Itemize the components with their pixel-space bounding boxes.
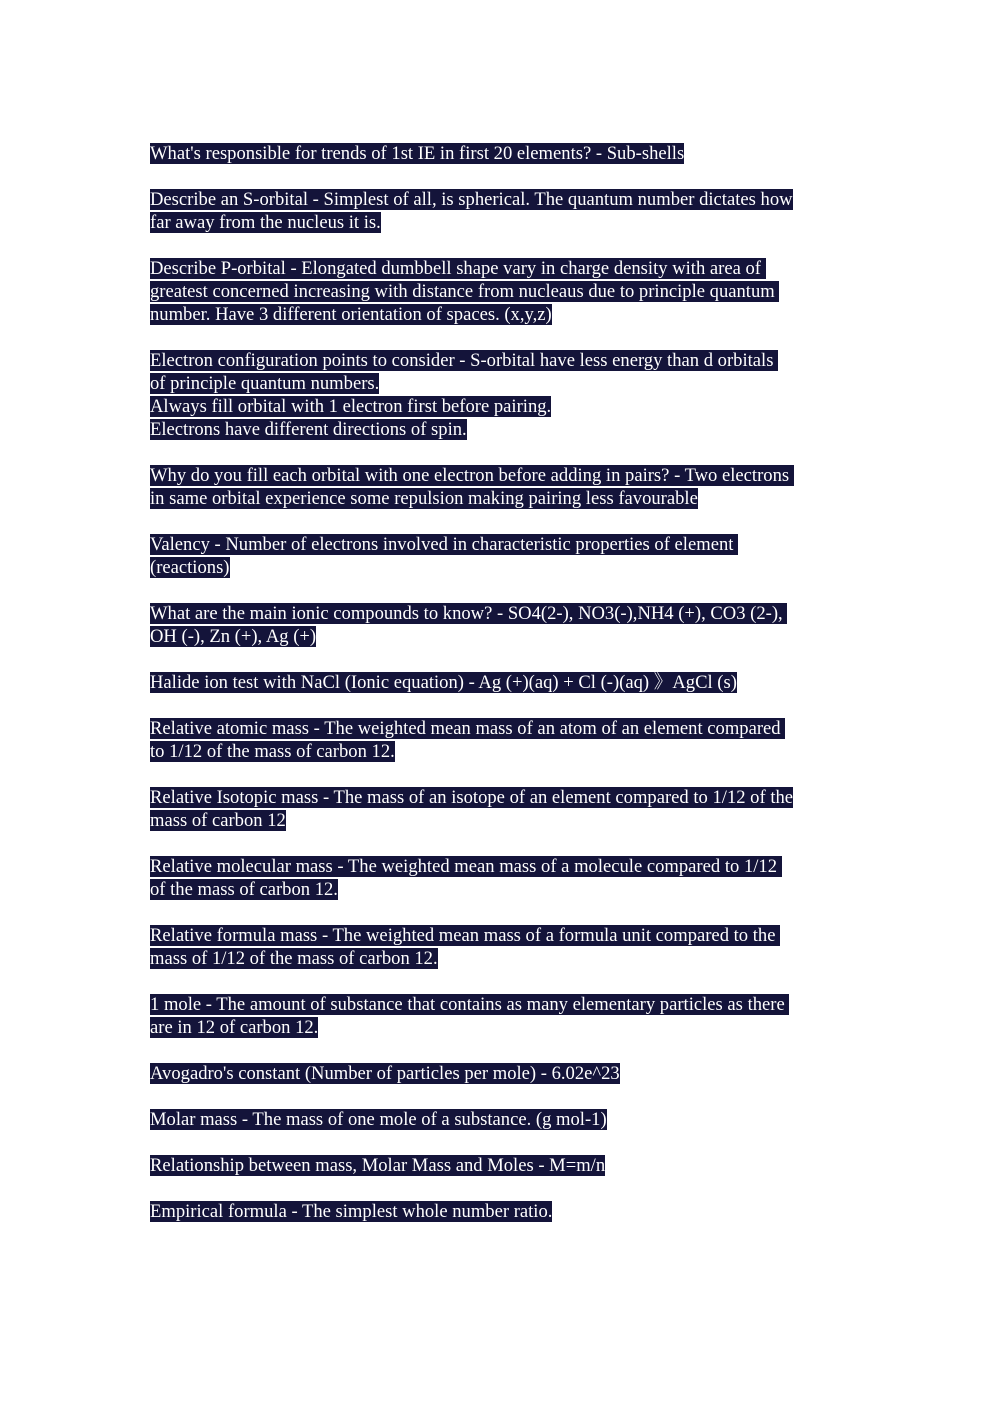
entry-line: (reactions) bbox=[150, 557, 230, 578]
entry-line: Relative formula mass - The weighted mean mass of a formula unit compared to the bbox=[150, 925, 781, 946]
entry-line: far away from the nucleus it is. bbox=[150, 212, 381, 233]
flashcard-entry bbox=[150, 533, 850, 579]
document-page bbox=[150, 142, 850, 1246]
entry-line: Halide ion test with NaCl (Ionic equation) - Ag (+)(aq) + Cl (-)(aq) 》AgCl (s) bbox=[150, 672, 737, 693]
entry-line: Always fill orbital with 1 electron first before pairing. bbox=[150, 396, 552, 417]
entry-line: mass of 1/12 of the mass of carbon 12. bbox=[150, 948, 438, 969]
flashcard-entry bbox=[150, 257, 850, 326]
flashcard-entry bbox=[150, 188, 850, 234]
entry-line: are in 12 of carbon 12. bbox=[150, 1017, 319, 1038]
entry-line: number. Have 3 different orientation of spaces. (x,y,z) bbox=[150, 304, 552, 325]
flashcard-entry bbox=[150, 142, 850, 165]
flashcard-entry bbox=[150, 855, 850, 901]
flashcard-entry bbox=[150, 717, 850, 763]
entry-line: What's responsible for trends of 1st IE in first 20 elements? - Sub-shells bbox=[150, 143, 685, 164]
flashcard-entry bbox=[150, 671, 850, 694]
entry-line: Relative molecular mass - The weighted mean mass of a molecule compared to 1/12 bbox=[150, 856, 782, 877]
entry-line: Electron configuration points to consider - S-orbital have less energy than d orbitals bbox=[150, 350, 779, 371]
entry-line: greatest concerned increasing with distance from nucleaus due to principle quantum bbox=[150, 281, 780, 302]
entry-line: 1 mole - The amount of substance that contains as many elementary particles as there bbox=[150, 994, 790, 1015]
entry-line: in same orbital experience some repulsion making pairing less favourable bbox=[150, 488, 698, 509]
entry-line: mass of carbon 12 bbox=[150, 810, 286, 831]
flashcard-entry bbox=[150, 464, 850, 510]
entry-line: Avogadro's constant (Number of particles per mole) - 6.02e^23 bbox=[150, 1063, 620, 1084]
flashcard-entry bbox=[150, 1200, 850, 1223]
flashcard-entry bbox=[150, 349, 850, 441]
flashcard-entry bbox=[150, 602, 850, 648]
flashcard-entry bbox=[150, 1154, 850, 1177]
flashcard-entry bbox=[150, 993, 850, 1039]
entry-line: What are the main ionic compounds to know? - SO4(2-), NO3(-),NH4 (+), CO3 (2-), bbox=[150, 603, 788, 624]
entry-line: of principle quantum numbers. bbox=[150, 373, 380, 394]
entry-line: Molar mass - The mass of one mole of a substance. (g mol-1) bbox=[150, 1109, 607, 1130]
flashcard-entry bbox=[150, 924, 850, 970]
entry-line: to 1/12 of the mass of carbon 12. bbox=[150, 741, 395, 762]
entry-line: Describe P-orbital - Elongated dumbbell shape vary in charge density with area of bbox=[150, 258, 766, 279]
flashcard-entry bbox=[150, 1108, 850, 1131]
entry-line: Electrons have different directions of spin. bbox=[150, 419, 467, 440]
entry-line: Describe an S-orbital - Simplest of all, is spherical. The quantum number dictates how bbox=[150, 189, 793, 210]
entry-line: Relative Isotopic mass - The mass of an isotope of an element compared to 1/12 of the bbox=[150, 787, 794, 808]
entry-line: OH (-), Zn (+), Ag (+) bbox=[150, 626, 317, 647]
entry-line: Relative atomic mass - The weighted mean mass of an atom of an element compared bbox=[150, 718, 786, 739]
entry-line: Valency - Number of electrons involved in characteristic properties of element bbox=[150, 534, 739, 555]
entry-line: Relationship between mass, Molar Mass and Moles - M=m/n bbox=[150, 1155, 606, 1176]
flashcard-entry bbox=[150, 1062, 850, 1085]
entry-line: Empirical formula - The simplest whole number ratio. bbox=[150, 1201, 553, 1222]
flashcard-entry bbox=[150, 786, 850, 832]
entry-line: Why do you fill each orbital with one electron before adding in pairs? - Two electrons bbox=[150, 465, 794, 486]
entry-line: of the mass of carbon 12. bbox=[150, 879, 338, 900]
